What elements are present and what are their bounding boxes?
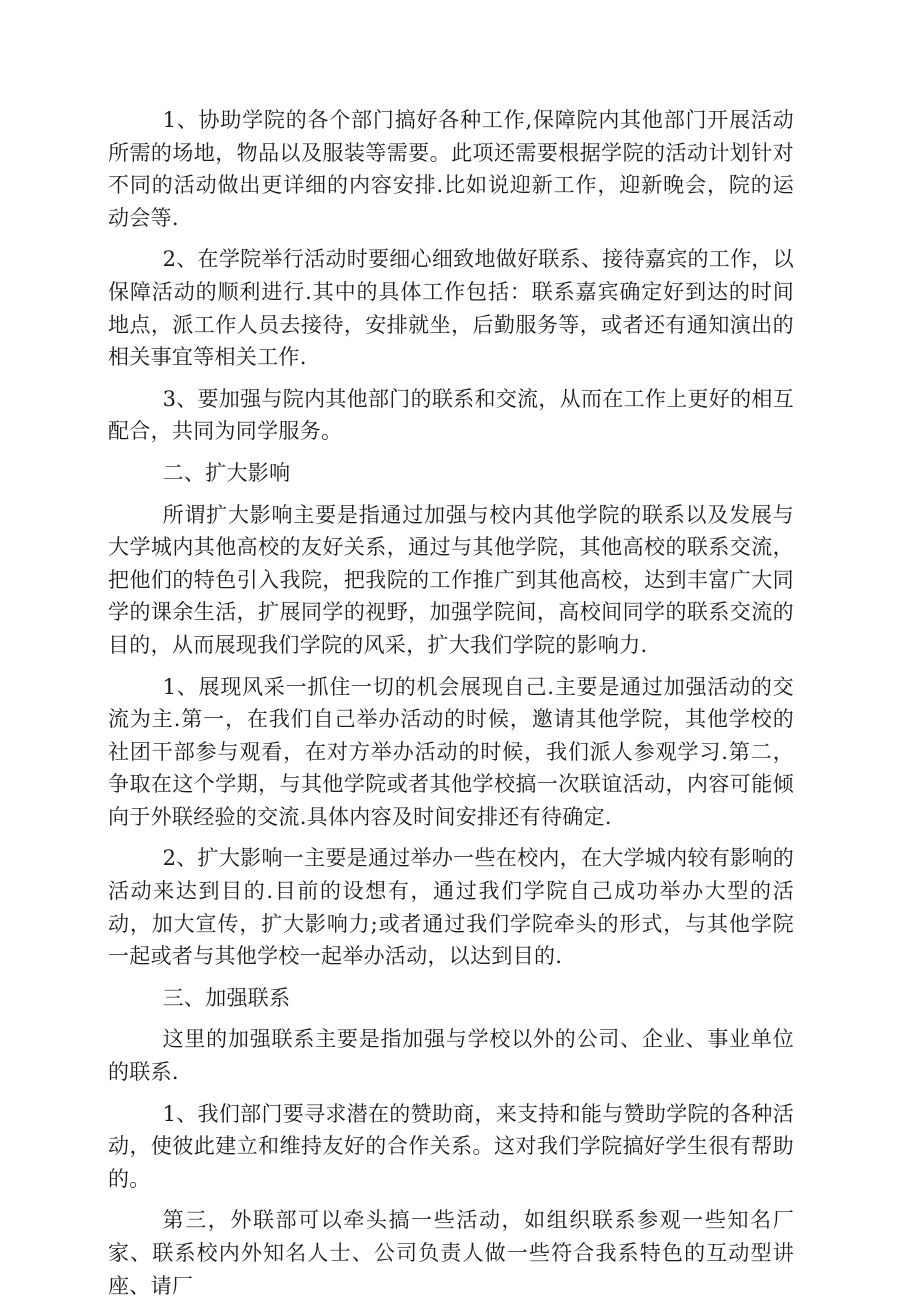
- paragraph-7: 这里的加强联系主要是指加强与学校以外的公司、企业、事业单位的联系.: [108, 1027, 794, 1085]
- section-heading-expand-influence: 二、扩大影响: [162, 460, 291, 485]
- paragraph-1: 1、协助学院的各个部门搞好各种工作,保障院内其他部门开展活动所需的场地，物品以及服装等需要。此项还需要根据学院的活动计划针对不同的活动做出更详细的内容安排.比如说迎新工作，迎新晚会，院的运动会等.: [108, 108, 794, 230]
- paragraph-3: 3、要加强与院内其他部门的联系和交流，从而在工作上更好的相互配合，共同为同学服务。: [108, 386, 794, 444]
- paragraph-5: 1、展现风采一抓住一切的机会展现自己.主要是通过加强活动的交流为主.第一，在我们自己举办活动的时候，邀请其他学院，其他学校的社团干部参与观看，在对方举办活动的时候，我们派人参观学习.第二，争取在这个学期，与其他学院或者其他学校搞一次联谊活动，内容可能倾向于外联经验的交流.具体内容及时间安排还有待确定.: [108, 674, 794, 829]
- paragraph-8: 1、我们部门要寻求潜在的赞助商，来支持和能与赞助学院的各种活动，使彼此建立和维持友好的合作关系。这对我们学院搞好学生很有帮助的。: [108, 1101, 794, 1191]
- paragraph-2: 2、在学院举行活动时要细心细致地做好联系、接待嘉宾的工作，以保障活动的顺利进行.其中的具体工作包括：联系嘉宾确定好到达的时间地点，派工作人员去接待，安排就坐，后勤服务等，或者还有通知演出的相关事宜等相关工作.: [108, 247, 794, 370]
- paragraph-9: 第三，外联部可以牵头搞一些活动，如组织联系参观一些知名厂家、联系校内外知名人士、公司负责人做一些符合我系特色的互动型讲座、请厂: [108, 1208, 794, 1298]
- paragraph-4: 所谓扩大影响主要是指通过加强与校内其他学院的联系以及发展与大学城内其他高校的友好关系，通过与其他学院，其他高校的联系交流，把他们的特色引入我院，把我院的工作推广到其他高校，达到丰富广大同学的课余生活，扩展同学的视野，加强学院间，高校间同学的联系交流的目的，从而展现我们学院的风采，扩大我们学院的影响力.: [108, 502, 794, 657]
- section-heading-strengthen-contact: 三、加强联系: [162, 985, 291, 1010]
- paragraph-6: 2、扩大影响一主要是通过举办一些在校内，在大学城内较有影响的活动来达到目的.目前的设想有，通过我们学院自己成功举办大型的活动，加大宣传，扩大影响力;或者通过我们学院牵头的形式，与其他学院一起或者与其他学校一起举办活动，以达到目的.: [108, 846, 794, 969]
- document-body: [108, 104, 794, 1311]
